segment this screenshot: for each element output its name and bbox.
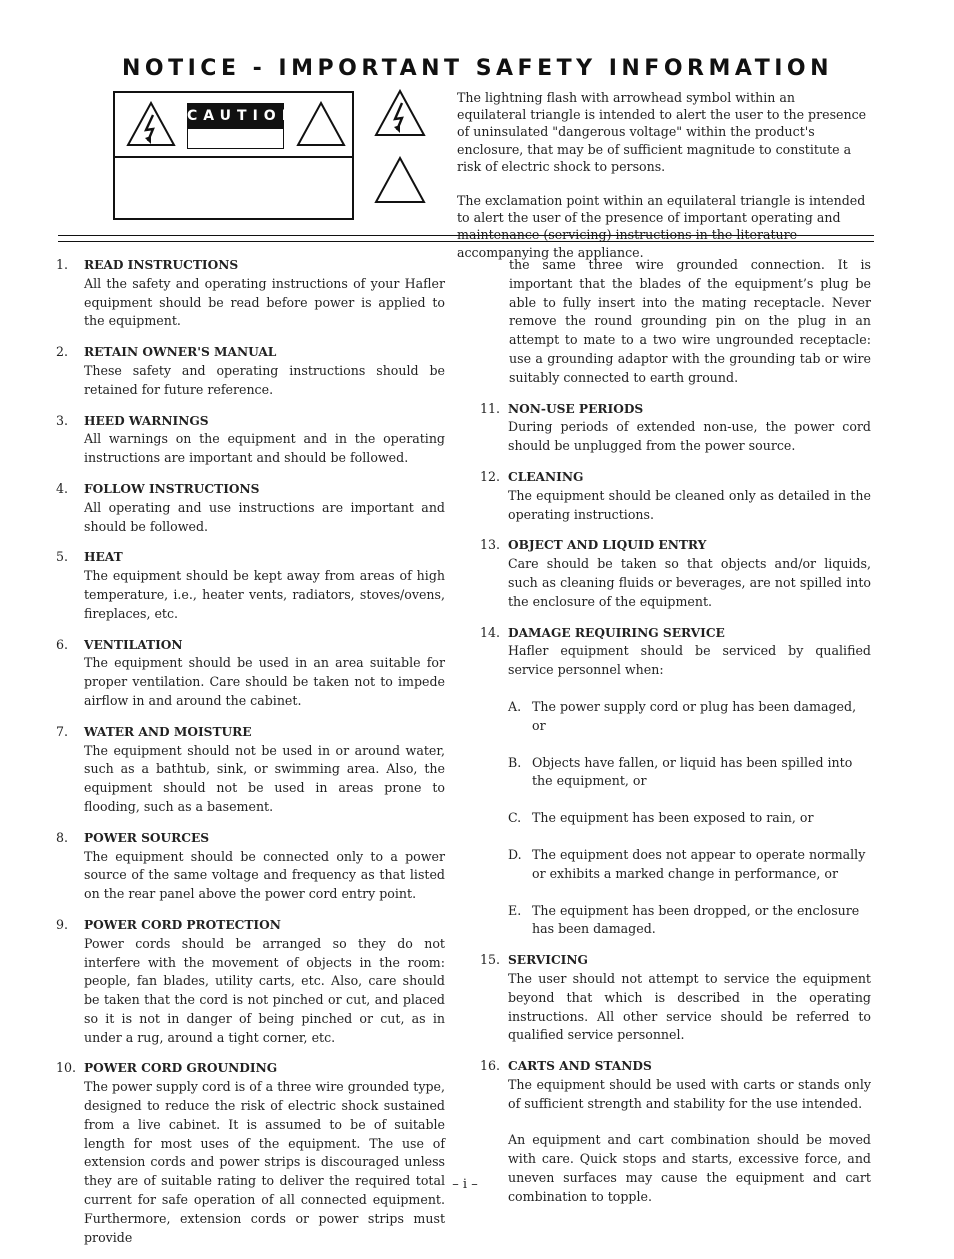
item-text: All warnings on the equipment and in the operating instructions are important and should be followed. [84,431,445,466]
item-number: 1. [56,257,69,272]
item-heading: RETAIN OWNER'S MANUAL [84,345,277,360]
item-text: All operating and use instructions are important and should be followed. [84,499,445,534]
exclamation-triangle-icon [296,101,346,147]
item-heading: POWER CORD PROTECTION [84,917,281,932]
sub-item-text: Objects have fallen, or liquid has been spilled into the equipment, or [532,754,853,789]
item-text: Care should be taken so that objects and/or liquids, such as cleaning fluids or beverages, are not spilled into the enclosure of the equipment. [508,556,871,609]
item-text: During periods of extended non-use, the power cord should be unplugged from the power source. [508,419,871,454]
item-number: 2. [56,344,69,360]
list-item [56,1059,445,1247]
item-number: 15. [480,952,501,968]
divider-rule [58,241,874,242]
item-text: The equipment should be used with carts or stands only of sufficient strength and stability for the use intended. [508,1076,871,1111]
item-text: The power supply cord is of a three wire grounded type, designed to reduce the risk of electric shock sustained from a live cabinet. It is assumed to be of suitable length for most uses of the equipment. The use of extension cords and power strips is discouraged unless they are of suitable rating to deliver the required total current for safe operation of all connected equipment. Furthermore, extension cords or power strips must provide [84,1079,445,1245]
item-heading: WATER AND MOISTURE [84,724,252,739]
item-heading: HEED WARNINGS [84,413,209,428]
item-number: 13. [480,537,501,553]
divider-rule [58,235,874,236]
list-item [480,468,871,524]
item-number: 3. [56,412,69,428]
sub-item-text: The equipment has been exposed to rain, or [532,810,814,826]
exclamation-symbol-description: The exclamation point within an equilateral triangle is intended to alert the user of the presence of important operating and maintenance (servicing) instructions in the literature accompanying the appliance. [457,193,866,260]
item-number: 7. [56,723,69,739]
item-heading: HEAT [84,550,123,565]
item-number: 6. [56,636,69,652]
page-title: NOTICE - IMPORTANT SAFETY INFORMATION [122,56,833,81]
item-heading: OBJECT AND LIQUID ENTRY [508,538,707,553]
list-item [56,829,445,904]
item-text: The equipment should not be used in or around water, such as a bathtub, sink, or swimming area. Also, the equipment should not be used in areas prone to flooding, such as a basement. [84,742,445,814]
sub-list-item [508,698,871,736]
item-heading: FOLLOW INSTRUCTIONS [84,481,260,496]
lightning-triangle-icon [374,89,426,137]
caution-box-divider [115,156,352,158]
item-number: 12. [480,468,501,484]
sub-item-text: The equipment has been dropped, or the enclosure has been damaged. [532,902,860,937]
list-item [56,412,445,468]
left-column [56,256,445,1259]
item-number: 4. [56,480,69,496]
sub-item-letter: A. [508,698,522,714]
item-heading: NON-USE PERIODS [508,401,644,416]
caution-label-box [113,91,354,220]
item-number: 10. [56,1060,77,1076]
item-text-continued: the same three wire grounded connection. It is important that the blades of the equipment’s plug be able to fully insert into the mating receptacle. Never remove the round grounding pin on the plug in an attempt to mate to a two wire ungrounded receptacle: use a grounding adaptor with the grounding tab or wire suitably connected to earth ground. [509,257,871,385]
right-column [480,256,871,1219]
sub-list-item [508,809,871,828]
caution-label: CAUTION [187,103,284,129]
item-text: The user should not attempt to service the equipment beyond that which is described in the operating instructions. All other service should be referred to qualified service personnel. [508,970,871,1043]
item-heading: READ INSTRUCTIONS [84,258,239,272]
item-text: These safety and operating instructions should be retained for future reference. [84,362,445,397]
item-heading: CARTS AND STANDS [508,1059,652,1074]
item-heading: POWER CORD GROUNDING [84,1061,278,1076]
item-text: All the safety and operating instructions of your Hafler equipment should be read before power is applied to the equipment. [84,275,445,329]
symbol-descriptions [457,89,867,278]
list-item [56,548,445,623]
item-number: 14. [480,624,501,640]
caution-label-underline [187,129,284,149]
sub-list-item [508,754,871,792]
sub-list-item [508,846,871,884]
list-item [56,723,445,817]
item-number: 5. [56,549,69,565]
lightning-symbol-description: The lightning flash with arrowhead symbol within an equilateral triangle is intended to alert the user to the presence of uninsulated "dangerous voltage" within the product's enclosure, that may be of sufficient magnitude to constitute a risk of electric shock to persons. [457,90,867,174]
item-text: The equipment should be kept away from areas of high temperature, i.e., heater vents, radiators, stoves/ovens, fireplaces, etc. [84,568,445,621]
sub-item-text: The equipment does not appear to operate normally or exhibits a marked change in performance, or [532,846,866,881]
list-item [56,256,445,331]
item-text: The equipment should be cleaned only as detailed in the operating instructions. [508,487,871,522]
list-item [56,480,445,536]
item-text: The equipment should be used in an area suitable for proper ventilation. Care should be taken not to impede airflow in and around the cabinet. [84,655,445,708]
item-number: 9. [56,916,69,932]
item-heading: POWER SOURCES [84,830,210,845]
item-text-extra: An equipment and cart combination should be moved with care. Quick stops and starts, excessive force, and uneven surfaces may cause the equipment and cart combination to topple. [508,1132,871,1204]
list-item [480,624,871,940]
sub-item-letter: D. [508,846,522,862]
item-number: 16. [480,1058,501,1074]
sub-list-item [508,902,871,940]
item-heading: VENTILATION [84,637,183,652]
item-heading: CLEANING [508,469,584,484]
item-text: The equipment should be connected only to a power source of the same voltage and frequency as that listed on the rear panel above the power cord entry point. [84,848,445,902]
list-item [56,343,445,399]
sub-item-letter: C. [508,810,522,826]
item-text: Hafler equipment should be serviced by qualified service personnel when: [508,643,871,678]
page-number: – i – [452,1177,478,1192]
item-heading: SERVICING [508,953,588,968]
sub-item-text: The power supply cord or plug has been damaged, or [532,698,857,733]
list-item [480,536,871,611]
sub-item-letter: E. [508,902,522,918]
item-number: 8. [56,829,69,845]
list-item [480,951,871,1045]
list-item [56,636,445,711]
sub-item-letter: B. [508,754,522,770]
item-text: Power cords should be arranged so they do not interfere with the movement of objects in the room: people, fan blades, utility carts, etc. Also, care should be taken that the cord is not pinched or cut, and placed so it is not in danger of being pinched or cut, as in under a rug, around a tight corner, etc. [84,935,445,1045]
exclamation-triangle-icon [374,156,426,204]
item-number: 11. [480,400,501,416]
list-item [480,400,871,456]
item-heading: DAMAGE REQUIRING SERVICE [508,625,725,640]
lightning-triangle-icon [126,101,176,147]
list-item [56,916,445,1048]
